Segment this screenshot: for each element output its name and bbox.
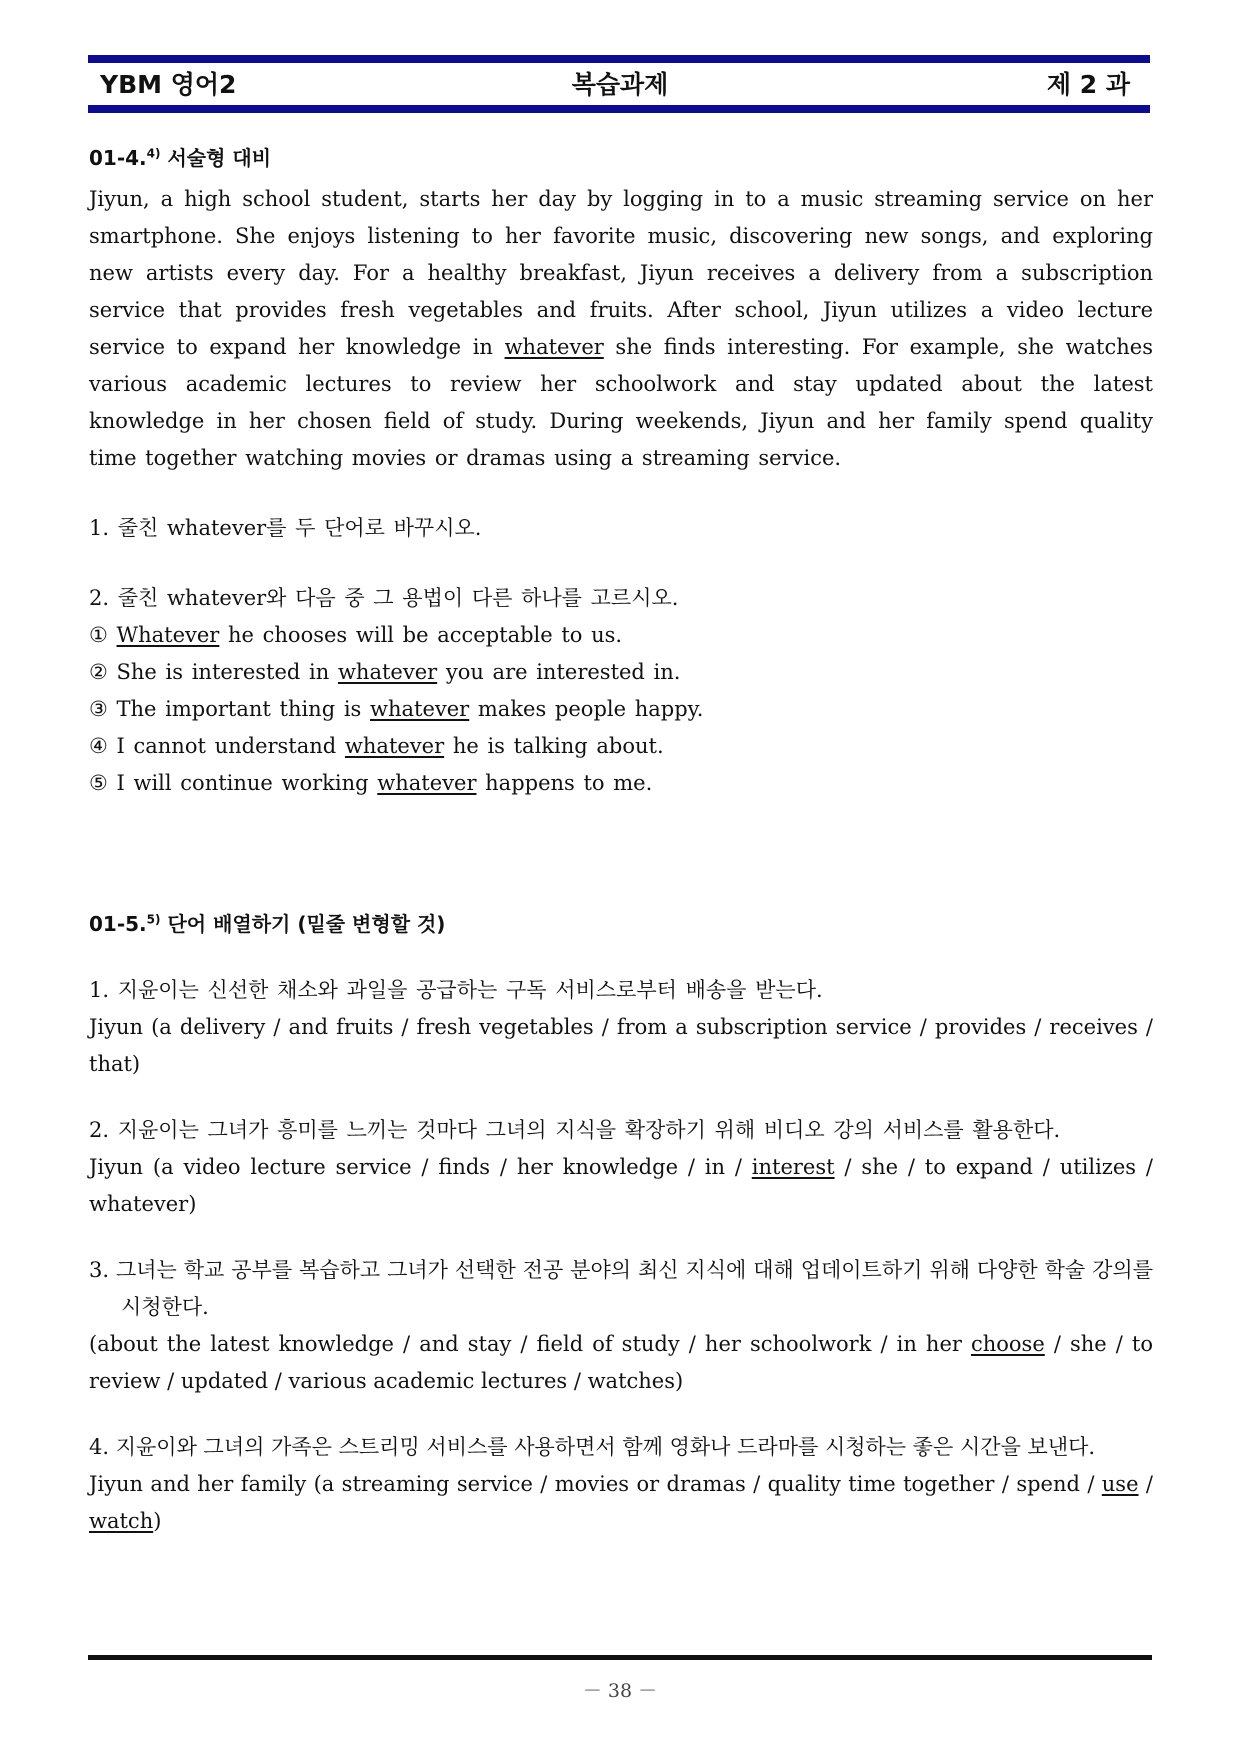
footer-rule <box>88 1655 1152 1660</box>
option-number: ⑤ <box>89 771 108 795</box>
underlined-word: whatever <box>344 734 445 758</box>
option-text: he chooses will be acceptable to us. <box>219 623 623 647</box>
header-top-rule <box>88 55 1150 63</box>
underlined-word: whatever <box>337 660 438 684</box>
word-bank-text: / she / to review / updated / various academic lectures / watches) <box>89 1332 1153 1393</box>
korean-sentence: 2. 지윤이는 그녀가 흥미를 느끼는 것마다 그녀의 지식을 확장하기 위해 비디오 강의 서비스를 활용한다. <box>89 1118 1061 1142</box>
word-bank-text: / she / to expand / utilizes / whatever) <box>89 1155 1153 1216</box>
word-bank-text: (about the latest knowledge / and stay / field of study / her schoolwork / in her <box>89 1332 971 1356</box>
exercise-item-4 <box>89 1429 1153 1540</box>
exercise-item-3 <box>89 1252 1153 1400</box>
footnote-ref: 4) <box>146 146 161 161</box>
passage-part: she finds interesting. For example, she watches various academic lectures to review her schoolwork and stay updated about the latest knowledge in her chosen field of study. During weekends, Jiyun and her family spend quality time together watching movies or dramas using a streaming service. <box>89 335 1153 470</box>
option-number: ② <box>89 660 108 684</box>
word-bank <box>89 1009 1153 1083</box>
underlined-word: interest <box>751 1155 835 1179</box>
korean-sentence: 4. 지윤이와 그녀의 가족은 스트리밍 서비스를 사용하면서 함께 영화나 드라마를 시청하는 좋은 시간을 보낸다. <box>89 1435 1096 1459</box>
question-2: 2. 줄친 whatever와 다음 중 그 용법이 다른 하나를 고르시오. <box>89 586 679 610</box>
section-heading: 단어 배열하기 (밑줄 변형할 것) <box>167 912 446 936</box>
word-bank-text: ) <box>153 1509 162 1533</box>
header-right: 제 2 과 <box>1046 70 1130 99</box>
word-bank-text: Jiyun and her family (a streaming service / movies or dramas / quality time together / spend / <box>89 1472 1102 1496</box>
option-5 <box>89 765 1153 802</box>
option-text: he is talking about. <box>444 734 664 758</box>
option-number: ④ <box>89 734 108 758</box>
reading-passage <box>89 181 1153 477</box>
section-title <box>89 143 1153 173</box>
answer-options <box>89 617 1153 802</box>
question-1: 1. 줄친 whatever를 두 단어로 바꾸시오. <box>89 516 482 540</box>
word-bank-text: Jiyun (a delivery / and fruits / fresh vegetables / from a subscription service / provides / receives / that) <box>89 1015 1153 1076</box>
option-3 <box>89 691 1153 728</box>
page-number: － 38 － <box>582 1680 658 1702</box>
passage-part: Jiyun, a high school student, starts her day by logging in to a music streaming service on her smartphone. She enjoys listening to her favorite music, discovering new songs, and exploring new artists every day. For a healthy breakfast, Jiyun receives a delivery from a subscription service that provides fresh vegetables and fruits. After school, Jiyun utilizes a video lecture service to expand her knowledge in <box>89 187 1153 359</box>
word-bank-text: Jiyun (a video lecture service / finds / her knowledge / in / <box>89 1155 752 1179</box>
word-bank <box>89 1149 1153 1223</box>
header-bottom-rule <box>88 105 1150 113</box>
option-text: you are interested in. <box>437 660 681 684</box>
underlined-word: whatever <box>504 335 604 359</box>
section-title <box>89 909 1153 939</box>
underlined-word: whatever <box>377 771 477 795</box>
underlined-word: choose <box>970 1332 1045 1356</box>
page-header <box>100 66 1140 104</box>
word-bank-text: / <box>1138 1472 1153 1496</box>
option-text: I cannot understand <box>116 734 345 758</box>
header-center: 복습과제 <box>571 70 669 99</box>
underlined-word: whatever <box>370 697 470 721</box>
korean-sentence: 3. 그녀는 학교 공부를 복습하고 그녀가 선택한 전공 분야의 최신 지식에 대해 업데이트하기 위해 다양한 학술 강의를 시청한다. <box>89 1258 1153 1319</box>
option-text: I will continue working <box>116 771 378 795</box>
exercise-item-1 <box>89 972 1153 1083</box>
section-heading: 서술형 대비 <box>167 146 272 170</box>
page-content <box>89 143 1153 1540</box>
korean-sentence: 1. 지윤이는 신선한 채소와 과일을 공급하는 구독 서비스로부터 배송을 받는다. <box>89 978 823 1002</box>
option-2 <box>89 654 1153 691</box>
option-number: ③ <box>89 697 108 721</box>
option-4 <box>89 728 1153 765</box>
underlined-word: watch <box>89 1509 154 1533</box>
word-bank <box>89 1326 1153 1400</box>
section-number: 01-4. <box>89 146 147 170</box>
option-1 <box>89 617 1153 654</box>
exercise-item-2 <box>89 1112 1153 1223</box>
underlined-word: Whatever <box>116 623 220 647</box>
section-number: 01-5. <box>89 912 147 936</box>
option-number: ① <box>89 623 108 647</box>
option-text: The important thing is <box>116 697 370 721</box>
word-bank <box>89 1466 1153 1540</box>
underlined-word: use <box>1101 1472 1139 1496</box>
header-left: YBM 영어2 <box>100 70 237 99</box>
footnote-ref: 5) <box>146 912 161 927</box>
option-text: She is interested in <box>116 660 338 684</box>
option-text: makes people happy. <box>469 697 704 721</box>
option-text: happens to me. <box>476 771 653 795</box>
